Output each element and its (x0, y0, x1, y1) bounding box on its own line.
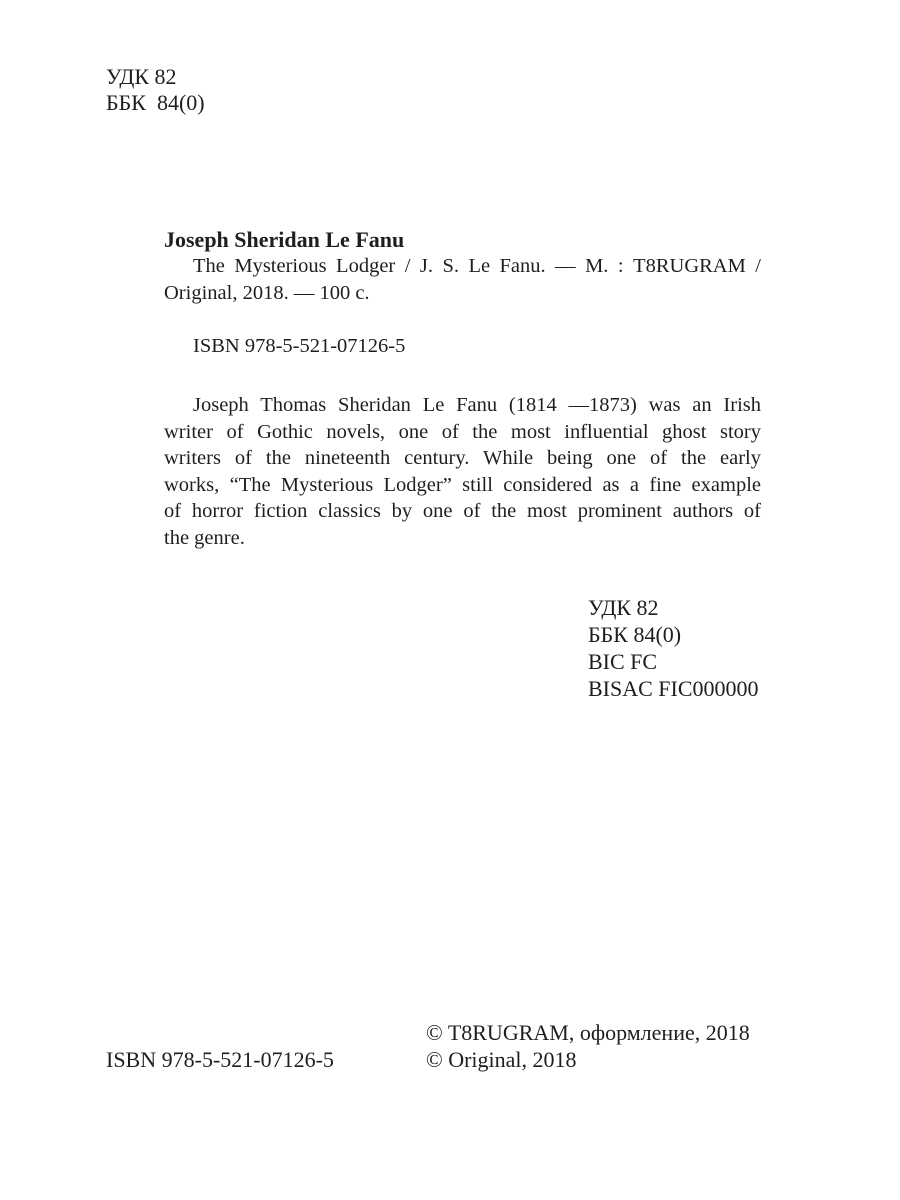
annotation-paragraph (164, 392, 761, 551)
bibliographic-entry-line-1: The Mysterious Lodger / J. S. Le Fanu. — М. : T8RUGRAM / (193, 255, 761, 277)
annotation-line: writers of the nineteenth century. While being one of the early (164, 447, 761, 469)
copyright-publisher: © T8RUGRAM, оформление, 2018 (426, 1020, 750, 1045)
author-name: Joseph Sheridan Le Fanu (164, 227, 405, 252)
copyright-block (426, 1019, 750, 1073)
bic-code: BIC FC (588, 649, 658, 674)
classification-codes-block (588, 594, 759, 702)
bbk-code-top: ББК 84(0) (106, 90, 205, 115)
bisac-code: BISAC FIC000000 (588, 676, 759, 701)
isbn-number: ISBN 978-5-521-07126-5 (193, 335, 406, 357)
annotation-line: Joseph Thomas Sheridan Le Fanu (1814 —1873) was an Irish (193, 394, 761, 416)
annotation-line: writer of Gothic novels, one of the most influential ghost story (164, 420, 761, 443)
bbk-code: ББК 84(0) (588, 622, 682, 647)
annotation-line: works, “The Mysterious Lodger” still considered as a fine example (164, 473, 761, 496)
top-classification-codes (106, 64, 205, 116)
annotation-line: the genre. (164, 526, 245, 549)
footer-isbn-number: ISBN 978-5-521-07126-5 (106, 1047, 334, 1072)
annotation-line: of horror fiction classics by one of the most prominent authors of (164, 500, 761, 522)
copyright-original: © Original, 2018 (426, 1047, 577, 1072)
bibliographic-entry-line-2: Original, 2018. — 100 с. (164, 282, 370, 304)
udk-code-top: УДК 82 (106, 64, 177, 89)
imprint-block (164, 226, 761, 551)
udk-code: УДК 82 (588, 595, 659, 620)
